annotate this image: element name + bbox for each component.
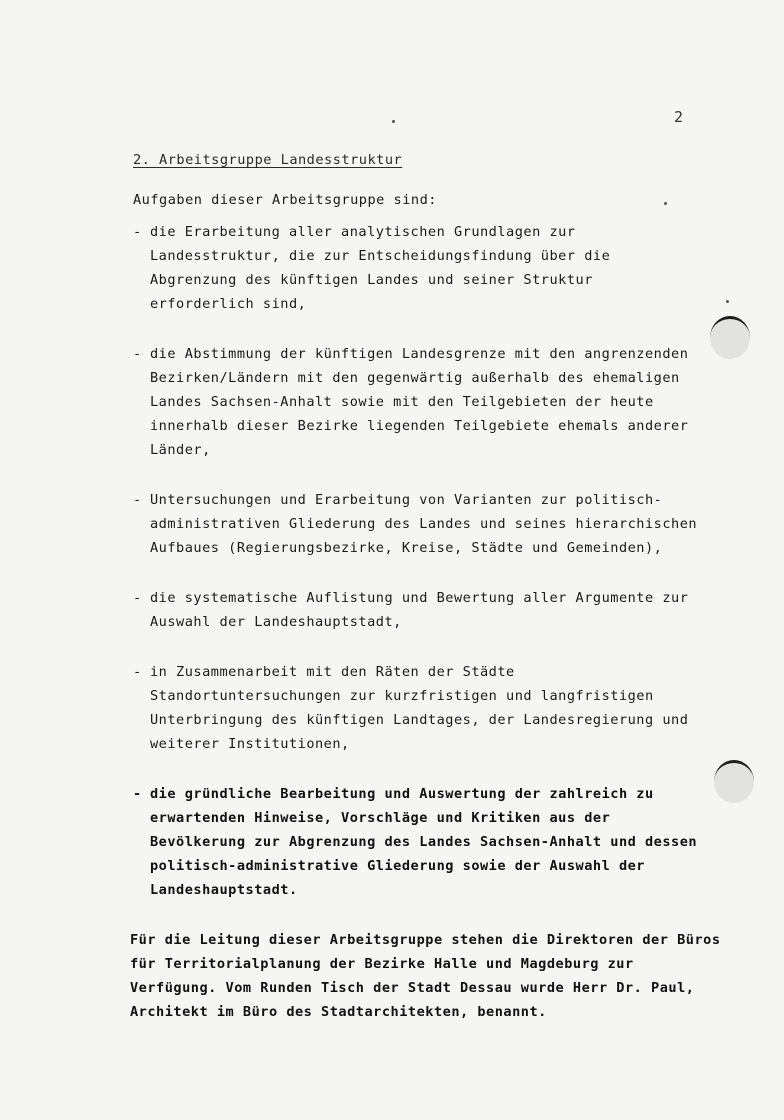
punch-hole <box>714 760 754 803</box>
closing-paragraph: Für die Leitung dieser Arbeitsgruppe stehen die Direktoren der Büros für Territorialplanung der Bezirke Halle und Magdeburg zur Verfügung. Vom Runden Tisch der Stadt Dessau wurde Herr Dr. Paul, Architekt im Büro des Stadtarchitekten, benannt. <box>130 932 721 1020</box>
page-number: 2 <box>674 108 684 126</box>
task-list <box>133 220 723 902</box>
scan-speck <box>664 202 667 205</box>
scan-speck <box>392 120 395 123</box>
section-heading: 2. Arbeitsgruppe Landesstruktur <box>133 152 403 168</box>
scan-speck <box>726 300 729 303</box>
task-item: - die systematische Auflistung und Bewertung aller Argumente zur Auswahl der Landeshauptstadt, <box>133 586 705 634</box>
task-item: - die Erarbeitung aller analytischen Grundlagen zur Landesstruktur, die zur Entscheidungsfindung über die Abgrenzung des künftigen Landes und seiner Struktur erforderlich sind, <box>133 220 705 316</box>
punch-hole <box>710 316 750 359</box>
task-item: - die gründliche Bearbeitung und Auswertung der zahlreich zu erwartenden Hinweise, Vorschläge und Kritiken aus der Bevölkerung zur Abgrenzung des Landes Sachsen-Anhalt und dessen politisch-administrative Gliederung sowie der Auswahl der Landeshauptstadt. <box>133 782 705 902</box>
document-body <box>130 152 723 1024</box>
section-intro: Aufgaben dieser Arbeitsgruppe sind: <box>133 192 437 208</box>
task-item: - Untersuchungen und Erarbeitung von Varianten zur politisch-administrativen Gliederung des Landes und seines hierarchischen Aufbaues (Regierungsbezirke, Kreise, Städte und Gemeinden), <box>133 488 705 560</box>
task-item: - die Abstimmung der künftigen Landesgrenze mit den angrenzenden Bezirken/Ländern mit den gegenwärtig außerhalb des ehemaligen Landes Sachsen-Anhalt sowie mit den Teilgebieten der heute innerhalb dieser Bezirke liegenden Teilgebiete ehemals anderer Länder, <box>133 342 705 462</box>
task-item: - in Zusammenarbeit mit den Räten der Städte Standortuntersuchungen zur kurzfristigen und langfristigen Unterbringung des künftigen Landtages, der Landesregierung und weiterer Institutionen, <box>133 660 705 756</box>
